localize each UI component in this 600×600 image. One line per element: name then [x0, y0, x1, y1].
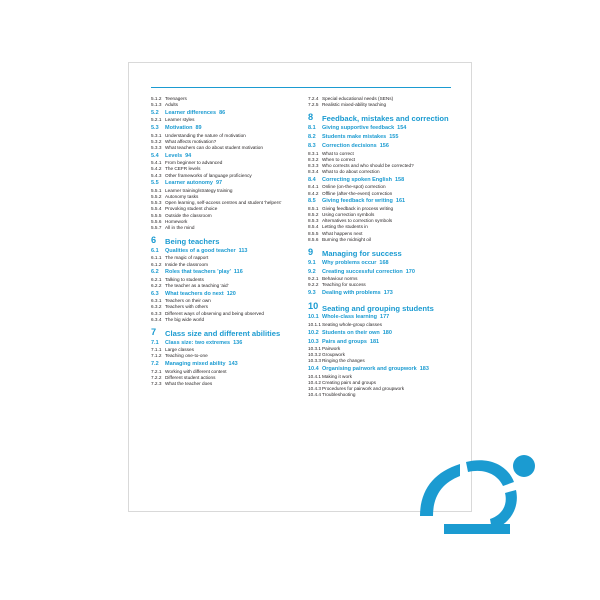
entry-title: Organising pairwork and groupwork 183	[322, 366, 429, 373]
entry-number: 5.3.3	[151, 145, 162, 151]
entry-number: 7.1	[151, 339, 159, 346]
contents-section	[151, 361, 296, 368]
entry-number: 6.1	[151, 248, 159, 255]
entry-title: Ringing the changes	[322, 358, 365, 364]
entry-number: 5.5.2	[151, 194, 162, 200]
entry-title: Teenagers	[165, 96, 187, 101]
entry-number: 6.3.3	[151, 310, 162, 316]
contents-section	[308, 330, 453, 337]
entry-title: Teaching one-to-one	[165, 353, 208, 359]
entry-number: 6.3	[151, 290, 159, 297]
entry-title: Giving feedback in process writing	[322, 205, 394, 211]
entry-title: Qualities of a good teacher 113	[165, 248, 248, 255]
entry-number: 6.2.2	[151, 283, 162, 289]
entry-number: 10.4.1	[308, 373, 322, 379]
contents-subsection	[151, 353, 296, 359]
entry-page-number: 168	[379, 259, 389, 266]
entry-page-number: 143	[228, 361, 238, 368]
contents-section	[151, 110, 296, 117]
contents-section	[308, 314, 453, 321]
contents-section	[308, 366, 453, 373]
entry-number: 8.5.6	[308, 236, 319, 242]
entry-title: Managing for success	[322, 249, 402, 259]
entry-title: Creating successful correction 170	[322, 268, 415, 275]
entry-title: What to correct	[322, 150, 354, 156]
entry-title: Making it work	[322, 373, 352, 379]
contents-subsection	[308, 237, 453, 243]
entry-title: Learner autonomy 97	[165, 180, 223, 187]
entry-title: Teachers with others	[165, 304, 208, 310]
entry-number: 5.5.6	[151, 218, 162, 224]
entry-number: 6.3.1	[151, 298, 162, 304]
entry-title: Dealing with problems 173	[322, 290, 393, 297]
contents-subsection	[151, 145, 296, 151]
entry-number: 10.3	[308, 338, 319, 345]
entry-page-number: 86	[219, 110, 226, 116]
contents-chapter	[151, 236, 296, 247]
entry-number: 10.3.2	[308, 352, 322, 358]
entry-title: Pairwork	[322, 346, 341, 352]
entry-number: 9.1	[308, 259, 316, 266]
entry-number: 10.3.3	[308, 358, 322, 364]
entry-title: Students make mistakes 155	[322, 134, 399, 141]
contents-section	[308, 134, 453, 141]
contents-section	[308, 143, 453, 150]
contents-chapter	[151, 328, 296, 339]
entry-title: When to correct	[322, 156, 356, 162]
entry-title: What happens next	[322, 230, 363, 236]
entry-page-number: 156	[379, 143, 389, 150]
entry-number: 9.3	[308, 290, 316, 297]
entry-page-number: 180	[382, 329, 392, 336]
entry-number: 6	[151, 234, 157, 245]
entry-number: 5.4	[151, 152, 159, 159]
entry-number: 5.3.1	[151, 132, 162, 138]
watermark-logo	[404, 420, 554, 540]
entry-number: 8.5.3	[308, 218, 319, 224]
entry-title: Being teachers	[165, 237, 220, 247]
entry-title: Learner styles	[165, 117, 195, 123]
entry-page-number: 154	[397, 125, 407, 132]
entry-title: Teaching for success	[322, 282, 366, 288]
contents-subsection	[151, 225, 296, 231]
entry-title: Realistic mixed-ability teaching	[322, 102, 387, 108]
entry-number: 6.3.2	[151, 304, 162, 310]
entry-title: Learner differences 86	[165, 110, 226, 116]
entry-number: 10.1.1	[308, 321, 322, 327]
entry-number: 5.5.7	[151, 225, 162, 231]
entry-number: 7.2.5	[308, 102, 319, 108]
contents-section	[151, 248, 296, 255]
entry-title: Understanding the nature of motivation	[165, 132, 246, 138]
entry-number: 5.4.3	[151, 172, 162, 178]
entry-number: 8.2	[308, 134, 316, 141]
contents-subsection	[151, 381, 296, 387]
entry-page-number: 161	[395, 198, 406, 205]
contents-section	[308, 260, 453, 267]
entry-number: 8.5	[308, 198, 316, 205]
entry-number: 7.2.2	[151, 374, 162, 380]
entry-number: 8.1	[308, 125, 316, 132]
contents-section	[151, 269, 296, 276]
entry-title: Why problems occur 168	[322, 259, 389, 266]
entry-page-number: 170	[405, 268, 415, 275]
entry-title: Giving feedback for writing 161	[322, 198, 406, 205]
entry-number: 10.1	[308, 314, 319, 321]
contents-section	[151, 180, 296, 187]
entry-number: 10.4.4	[308, 392, 322, 398]
contents-subsection	[151, 317, 296, 323]
entry-title: Feedback, mistakes and correction	[322, 114, 449, 124]
entry-number: 8.5.2	[308, 212, 319, 218]
contents-subsection	[308, 392, 453, 398]
contents-subsection	[151, 262, 296, 268]
entry-title: What teachers do next 120	[165, 290, 236, 297]
contents-subsection	[308, 322, 453, 328]
entry-title: Teachers on their own	[165, 298, 211, 304]
entry-title: Special educational needs (SENs)	[322, 96, 394, 101]
entry-title: Who corrects and who should be corrected?	[322, 163, 414, 169]
entry-number: 10.3.1	[308, 346, 322, 352]
entry-title: From beginner to advanced	[165, 160, 223, 166]
entry-title: All in the mind	[165, 225, 195, 231]
entry-number: 8.3.4	[308, 169, 319, 175]
entry-number: 7	[151, 326, 157, 337]
entry-title: What teachers can do about student motivation	[165, 145, 263, 151]
entry-title: Motivation 89	[165, 125, 202, 132]
entry-title: Letting the students in	[322, 224, 368, 230]
entry-number: 5.3.2	[151, 138, 162, 144]
entry-number: 10.4	[308, 366, 319, 373]
entry-title: Learner training/strategy training	[165, 187, 233, 193]
entry-title: Inside the classroom	[165, 261, 208, 267]
entry-page-number: 89	[195, 125, 202, 132]
entry-title: Talking to students	[165, 276, 204, 282]
entry-title: Correction decisions 156	[322, 143, 389, 150]
entry-number: 6.1.1	[151, 255, 162, 261]
entry-title: Procedures for pairwork and groupwork	[322, 386, 405, 392]
entry-number: 9.2.1	[308, 276, 319, 282]
entry-page-number: 136	[233, 339, 243, 346]
contents-section	[151, 340, 296, 347]
entry-number: 5.5.3	[151, 200, 162, 206]
entry-page-number: 155	[389, 134, 399, 141]
contents-section	[151, 291, 296, 298]
entry-number: 9	[308, 246, 314, 257]
entry-number: 7.1.1	[151, 347, 162, 353]
entry-number: 6.3.4	[151, 316, 162, 322]
entry-title: Levels 94	[165, 152, 192, 159]
header-rule	[151, 87, 451, 88]
entry-number: 8.3	[308, 143, 316, 150]
entry-number: 10.2	[308, 329, 319, 336]
entry-number: 7.2	[151, 361, 159, 368]
entry-number: 6.1.2	[151, 261, 162, 267]
entry-title: Creating pairs and groups	[322, 379, 376, 385]
entry-number: 5.5.4	[151, 206, 162, 212]
entry-title: Students on their own 180	[322, 329, 392, 336]
contents-columns	[151, 96, 453, 398]
entry-number: 5.5.1	[151, 187, 162, 193]
entry-number: 5.1.3	[151, 102, 162, 108]
entry-page-number: 158	[394, 177, 405, 184]
entry-number: 5.2	[151, 110, 159, 116]
entry-title: Outside the classroom	[165, 212, 212, 218]
contents-subsection	[308, 282, 453, 288]
contents-right-column	[308, 96, 453, 398]
entry-number: 5.4.2	[151, 166, 162, 172]
entry-number: 9.2.2	[308, 282, 319, 288]
contents-subsection	[308, 169, 453, 175]
contents-section	[308, 339, 453, 346]
entry-title: What affects motivation?	[165, 138, 217, 144]
entry-title: Pairs and groups 181	[322, 338, 380, 345]
entry-number: 5.4.1	[151, 160, 162, 166]
entry-title: Roles that teachers 'play' 116	[165, 269, 243, 276]
entry-title: Class size and different abilities	[165, 329, 281, 339]
entry-title: Large classes	[165, 347, 194, 353]
entry-title: Burning the midnight oil	[322, 236, 371, 242]
contents-chapter	[308, 302, 453, 313]
entry-title: Different student actions	[165, 374, 216, 380]
contents-chapter	[308, 248, 453, 259]
entry-title: Using correction symbols	[322, 212, 375, 218]
entry-number: 8.3.2	[308, 156, 319, 162]
entry-number: 8.5.1	[308, 205, 319, 211]
entry-page-number: 173	[383, 290, 393, 297]
contents-section	[308, 198, 453, 205]
entry-title: Seating and grouping students	[322, 303, 434, 313]
entry-title: Alternatives to correction symbols	[322, 218, 393, 224]
entry-title: Homework	[165, 218, 188, 224]
entry-title: What the teacher does	[165, 381, 213, 387]
entry-title: The teacher as a teaching 'aid'	[165, 283, 229, 289]
entry-number: 10.4.3	[308, 386, 322, 392]
entry-title: What to do about correction	[322, 169, 380, 175]
entry-title: Whole-class learning 177	[322, 314, 390, 321]
entry-number: 5.5.5	[151, 212, 162, 218]
entry-number: 9.2	[308, 268, 316, 275]
entry-title: Behaviour norms	[322, 276, 358, 282]
entry-title: The magic of rapport	[165, 255, 209, 261]
entry-number: 8.3.1	[308, 150, 319, 156]
entry-number: 8.5.5	[308, 230, 319, 236]
entry-title: Working with different content	[165, 368, 227, 374]
contents-section	[308, 125, 453, 132]
entry-page-number: 181	[369, 338, 380, 345]
entry-title: The big wide world	[165, 316, 205, 322]
entry-title: Different ways of observing and being observed	[165, 310, 264, 316]
entry-number: 8	[308, 111, 314, 122]
entry-page-number: 97	[215, 180, 223, 187]
entry-page-number: 177	[380, 314, 390, 321]
entry-title: Provoking student choice	[165, 206, 218, 212]
contents-subsection	[151, 283, 296, 289]
entry-number: 5.1.2	[151, 96, 162, 101]
entry-number: 8.3.3	[308, 163, 319, 169]
contents-section	[308, 269, 453, 276]
entry-title: Managing mixed ability 143	[165, 361, 238, 368]
contents-left-column	[151, 96, 296, 398]
entry-title: Other frameworks of language proficiency	[165, 172, 252, 178]
entry-number: 6.2	[151, 269, 159, 276]
entry-title: Autonomy tasks	[165, 194, 199, 200]
entry-title: Adults	[165, 102, 179, 108]
contents-subsection	[151, 173, 296, 179]
entry-title: The CEFR levels	[165, 166, 201, 172]
entry-number: 7.2.1	[151, 368, 162, 374]
entry-title: Groupwork	[322, 352, 345, 358]
entry-number: 8.4	[308, 177, 316, 184]
entry-title: Giving supportive feedback 154	[322, 125, 407, 132]
contents-section	[151, 125, 296, 132]
entry-number: 10.4.2	[308, 379, 322, 385]
entry-page-number: 116	[233, 269, 243, 276]
entry-title: Class size: two extremes 136	[165, 339, 243, 346]
entry-number: 8.4.1	[308, 184, 319, 190]
contents-subsection	[308, 191, 453, 197]
entry-title: Troubleshooting	[322, 392, 356, 398]
contents-subsection	[308, 102, 453, 108]
contents-subsection	[151, 102, 296, 108]
entry-number: 7.2.4	[308, 96, 319, 101]
entry-title: Seating whole-group classes	[322, 321, 382, 327]
entry-page-number: 120	[226, 290, 236, 297]
entry-number: 5.2.1	[151, 117, 162, 123]
entry-number: 8.4.2	[308, 190, 319, 196]
contents-section	[308, 290, 453, 297]
entry-page-number: 94	[185, 152, 192, 159]
entry-number: 7.2.3	[151, 381, 162, 387]
entry-page-number: 113	[238, 248, 248, 255]
contents-section	[308, 177, 453, 184]
contents-chapter	[308, 113, 453, 124]
contents-subsection	[151, 117, 296, 123]
entry-title: Offline (after-the-event) correction	[322, 190, 393, 196]
entry-number: 8.5.4	[308, 224, 319, 230]
entry-number: 7.1.2	[151, 353, 162, 359]
entry-page-number: 183	[419, 366, 429, 373]
entry-number: 6.2.1	[151, 276, 162, 282]
entry-number: 5.3	[151, 125, 159, 132]
entry-number: 10	[308, 301, 319, 312]
contents-subsection	[308, 358, 453, 364]
entry-number: 5.5	[151, 180, 159, 187]
entry-title: Open learning, self-access centres and student 'helpers'	[165, 200, 282, 206]
entry-title: Online (on-the-spot) correction	[322, 184, 386, 190]
contents-section	[151, 153, 296, 160]
entry-title: Correcting spoken English 158	[322, 177, 405, 184]
